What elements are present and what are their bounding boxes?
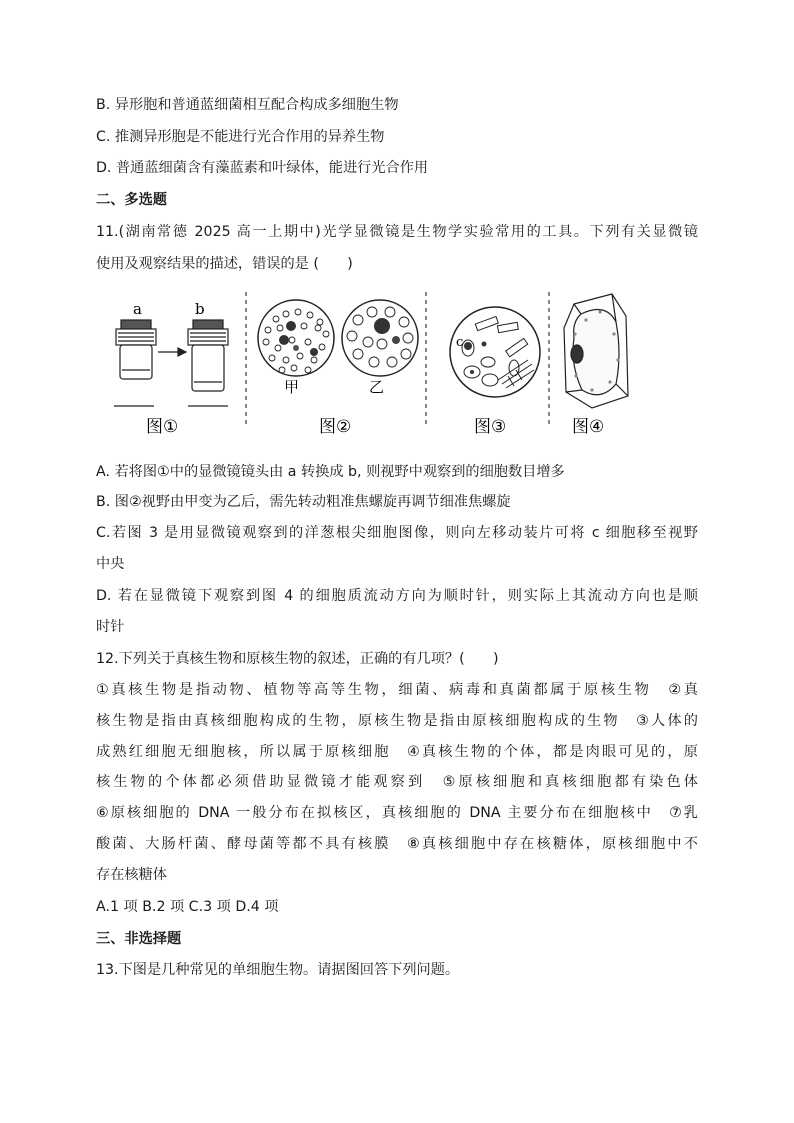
- question-12-statements-line3: 成熟红细胞无细胞核，所以属于原核细胞 ④真核生物的个体，都是肉眼可见的，原: [96, 744, 698, 760]
- section-heading-non-choice: 三、非选择题: [96, 931, 182, 947]
- option-d-q11-line2: 时针: [96, 619, 125, 635]
- objective-lens-b: [188, 320, 228, 391]
- lens-b-label: b: [195, 300, 205, 318]
- option-c-q11-line1: C.若图 3 是用显微镜观察到的洋葱根尖细胞图像，则向左移动装片可将 c 细胞移至视野: [96, 525, 698, 541]
- arrow-icon: [158, 348, 186, 356]
- caption-figure-2: 图②: [319, 417, 352, 437]
- option-b-q10: B. 异形胞和普通蓝细菌相互配合构成多细胞生物: [96, 97, 399, 113]
- option-a-q11: A. 若将图①中的显微镜镜头由 a 转换成 b, 则视野中观察到的细胞数目增多: [96, 464, 565, 480]
- option-c-q11-line2: 中央: [96, 556, 125, 572]
- question-11-stem-line2: 使用及观察结果的描述，错误的是 ( ): [96, 256, 353, 272]
- label-jia: 甲: [284, 378, 300, 396]
- question-12-statements-line4: 核生物的个体都必须借助显微镜才能观察到 ⑤原核细胞和真核细胞都有染色体: [96, 774, 698, 790]
- label-cell-c: c: [456, 335, 464, 350]
- objective-lens-a: [116, 320, 156, 379]
- question-11-stem-line1: 11.(湖南常德 2025 高一上期中)光学显微镜是生物学实验常用的工具。下列有关显微镜: [96, 224, 698, 240]
- lens-a-label: a: [133, 300, 142, 318]
- caption-figure-1: 图①: [146, 417, 179, 437]
- label-yi: 乙: [369, 378, 385, 396]
- section-heading-multi-choice: 二、多选题: [96, 192, 167, 208]
- question-12-stem: 12.下列关于真核生物和原核生物的叙述，正确的有几项？( ): [96, 651, 499, 667]
- microscope-figure: [96, 284, 700, 444]
- plant-cell: [564, 294, 628, 408]
- field-of-view-root-tip: [450, 307, 540, 397]
- caption-figure-4: 图④: [572, 417, 605, 437]
- question-12-statements-line5: ⑥原核细胞的 DNA 一般分布在拟核区，真核细胞的 DNA 主要分布在细胞核中 ⑦乳: [96, 805, 698, 821]
- question-12-statements-line6: 酸菌、大肠杆菌、酵母菌等都不具有核膜 ⑧真核细胞中存在核糖体，原核细胞中不: [96, 836, 698, 852]
- question-12-statements-line1: ①真核生物是指动物、植物等高等生物，细菌、病毒和真菌都属于原核生物 ②真: [96, 682, 698, 698]
- question-13-stem: 13.下图是几种常见的单细胞生物。请据图回答下列问题。: [96, 962, 460, 978]
- option-b-q11: B. 图②视野由甲变为乙后，需先转动粗准焦螺旋再调节细准焦螺旋: [96, 494, 511, 510]
- option-d-q10: D. 普通蓝细菌含有藻蓝素和叶绿体，能进行光合作用: [96, 160, 429, 176]
- option-c-q10: C. 推测异形胞是不能进行光合作用的异养生物: [96, 129, 385, 145]
- field-of-view-yi: [342, 300, 418, 376]
- field-of-view-jia: [258, 300, 334, 376]
- caption-figure-3: 图③: [474, 417, 507, 437]
- question-12-options: A.1 项 B.2 项 C.3 项 D.4 项: [96, 899, 279, 915]
- option-d-q11-line1: D. 若在显微镜下观察到图 4 的细胞质流动方向为顺时针，则实际上其流动方向也是顺: [96, 588, 698, 604]
- question-12-statements-line7: 存在核糖体: [96, 867, 167, 883]
- question-12-statements-line2: 核生物是指由真核细胞构成的生物，原核生物是指由原核细胞构成的生物 ③人体的: [96, 713, 698, 729]
